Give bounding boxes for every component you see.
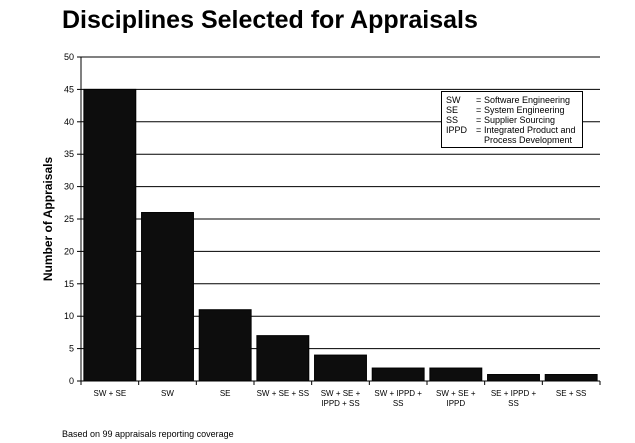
y-tick-label: 15 <box>63 278 74 289</box>
y-tick-label: 30 <box>63 181 74 192</box>
legend-equals: = <box>476 115 482 125</box>
legend-equals: = <box>476 95 482 105</box>
x-tick-label <box>436 389 476 408</box>
legend-entry-ss <box>446 115 578 125</box>
x-tick-label-line: SW + IPPD + <box>374 389 422 398</box>
legend-entry-se <box>446 105 578 115</box>
bar <box>315 355 367 381</box>
x-tick-label <box>161 389 174 398</box>
legend-entry-sw <box>446 95 578 105</box>
y-tick-label: 35 <box>63 149 74 160</box>
y-tick-label: 10 <box>63 311 74 322</box>
x-tick-label <box>220 389 231 398</box>
legend-equals: = <box>476 105 482 115</box>
y-axis-label: Number of Appraisals <box>41 156 55 282</box>
y-tick-label: 50 <box>63 52 74 62</box>
bar <box>372 368 424 381</box>
y-tick-label: 5 <box>68 343 74 354</box>
x-tick-label-line: SE <box>219 389 231 398</box>
legend-desc: Software Engineering <box>484 95 571 105</box>
x-tick-label <box>556 389 586 398</box>
x-tick-label-line: SS <box>392 399 404 408</box>
y-tick-label: 0 <box>68 376 74 386</box>
x-tick-label <box>93 389 126 398</box>
bar <box>545 375 597 381</box>
legend-abbr: SS <box>446 115 459 125</box>
legend-desc: System Engineering <box>484 105 565 115</box>
bar <box>488 375 540 381</box>
bar <box>257 336 309 381</box>
x-tick-label-line: SE + SS <box>555 389 587 398</box>
legend-desc: Supplier Sourcing <box>484 115 556 125</box>
footnote: Based on 99 appraisals reporting coverage <box>62 429 234 439</box>
legend-desc: Integrated Product and Process Development <box>484 125 576 145</box>
x-tick-label-line: SE + IPPD + <box>490 389 537 398</box>
x-tick-label-line: SW <box>161 389 174 398</box>
bar <box>142 213 194 381</box>
x-tick-label <box>257 389 309 398</box>
y-tick-label: 25 <box>63 214 74 224</box>
legend-abbr: IPPD <box>446 125 468 135</box>
x-tick-label-line: SS <box>508 399 519 408</box>
y-tick-label: 20 <box>63 246 74 257</box>
bar <box>199 310 251 381</box>
legend-equals: = <box>476 125 482 135</box>
x-tick-label-line: SW + SE + <box>320 389 361 398</box>
x-tick-label-line: IPPD + SS <box>321 399 360 408</box>
x-tick-label <box>491 389 537 408</box>
x-tick-label-line: SW + SE + <box>436 389 476 398</box>
x-tick-label <box>374 389 422 408</box>
legend-abbr: SW <box>446 95 461 105</box>
y-tick-label: 40 <box>63 116 74 127</box>
legend <box>441 91 583 148</box>
legend-entry-ippd <box>446 125 578 145</box>
x-tick-label <box>321 389 361 408</box>
bar <box>84 89 136 381</box>
x-tick-label-line: IPPD <box>446 399 466 408</box>
bar <box>430 368 482 381</box>
legend-abbr: SE <box>446 105 459 115</box>
chart-title: Disciplines Selected for Appraisals <box>62 6 478 34</box>
x-tick-label-line: SW + SE <box>93 389 127 398</box>
y-tick-label: 45 <box>63 84 74 95</box>
x-tick-label-line: SW + SE + SS <box>256 389 310 398</box>
